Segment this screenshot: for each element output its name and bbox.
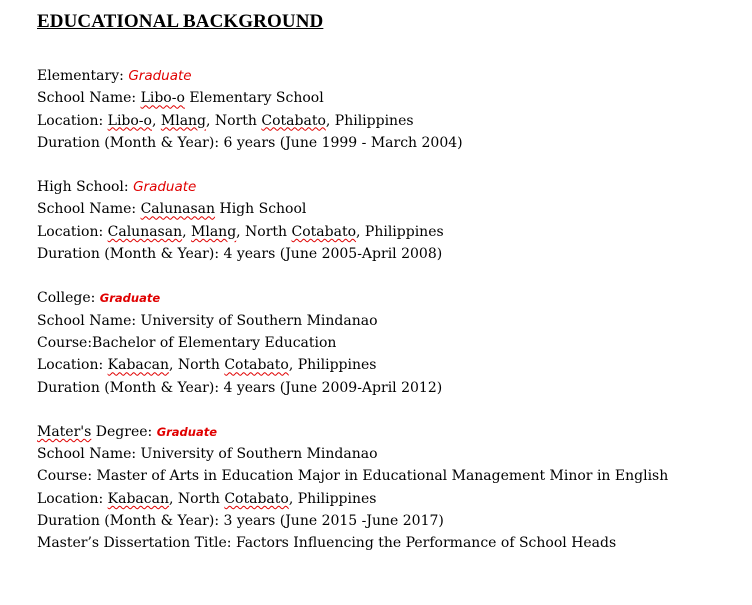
level-label: Elementary: [37,68,129,84]
location-sep: , North [236,223,292,240]
college-location-line [37,354,737,376]
location-prefix: Location: [37,357,108,374]
level-label: College: [37,290,100,307]
masters-course-line: Course: Master of Arts in Education Major in Educational Management Minor in English [37,468,669,485]
location-prefix: Location: [37,223,108,240]
spellcheck-word: Cotabato [261,112,326,129]
college-course-line: Course:Bachelor of Elementary Education [37,334,337,351]
spellcheck-word: Libo-o [140,90,185,107]
section-high-school [37,176,737,265]
status-graduate: Graduate [128,68,192,84]
masters-level-line [37,421,737,443]
spellcheck-word: Calunasan [140,201,216,218]
location-prefix: Location: [37,490,108,507]
location-sep: , [151,112,161,129]
masters-location-line [37,488,737,510]
status-graduate: Graduate [156,424,218,439]
high-school-duration-line: Duration (Month & Year): 4 years (June 2005-April 2008) [37,246,443,263]
elementary-school-line [37,87,737,109]
location-prefix: Location: [37,112,108,129]
school-rest: High School [215,201,307,218]
location-rest: , Philippines [325,112,414,129]
spellcheck-word: Kabacan [107,490,169,507]
spellcheck-word: Libo-o [107,112,152,129]
masters-duration-line: Duration (Month & Year): 3 years (June 2015 -June 2017) [37,513,444,530]
document-page [37,10,737,555]
high-school-location-line [37,221,737,243]
spellcheck-word: Cotabato [291,223,357,240]
elementary-duration-line: Duration (Month & Year): 6 years (June 1999 - March 2004) [37,134,463,151]
location-rest: , Philippines [356,223,444,240]
section-college [37,287,737,398]
location-sep: , [182,223,192,240]
section-masters [37,421,737,555]
level-label: High School: [37,179,134,196]
high-school-school-line [37,198,737,220]
spellcheck-word: Mater's [37,423,92,440]
school-prefix: School Name: [37,90,141,107]
location-rest: , Philippines [288,490,377,507]
elementary-level-line [37,65,737,87]
section-elementary [37,65,737,154]
location-sep: , North [206,112,262,129]
masters-school-line: School Name: University of Southern Mindanao [37,446,378,463]
status-graduate: Graduate [133,179,197,196]
spellcheck-word: Cotabato [224,357,289,374]
spellcheck-word: Kabacan [107,357,169,374]
page-title: EDUCATIONAL BACKGROUND [37,11,324,32]
spellcheck-word: Mlang [191,223,237,240]
spellcheck-word: Mlang [160,112,207,129]
masters-dissertation-line: Master’s Dissertation Title: Factors Influencing the Performance of School Heads [37,535,617,552]
status-graduate: Graduate [99,291,161,306]
spellcheck-word: Cotabato [224,490,289,507]
high-school-level-line [37,176,737,198]
location-sep: , North [168,490,225,507]
location-sep: , North [168,357,225,374]
college-school-line: School Name: University of Southern Mindanao [37,312,378,329]
elementary-location-line [37,110,737,132]
school-prefix: School Name: [37,201,141,218]
level-label: Degree: [91,423,157,440]
spacer [37,34,737,65]
college-duration-line: Duration (Month & Year): 4 years (June 2009-April 2012) [37,379,443,396]
location-rest: , Philippines [288,357,377,374]
school-rest: Elementary School [184,90,324,107]
spellcheck-word: Calunasan [107,223,183,240]
college-level-line [37,287,737,309]
